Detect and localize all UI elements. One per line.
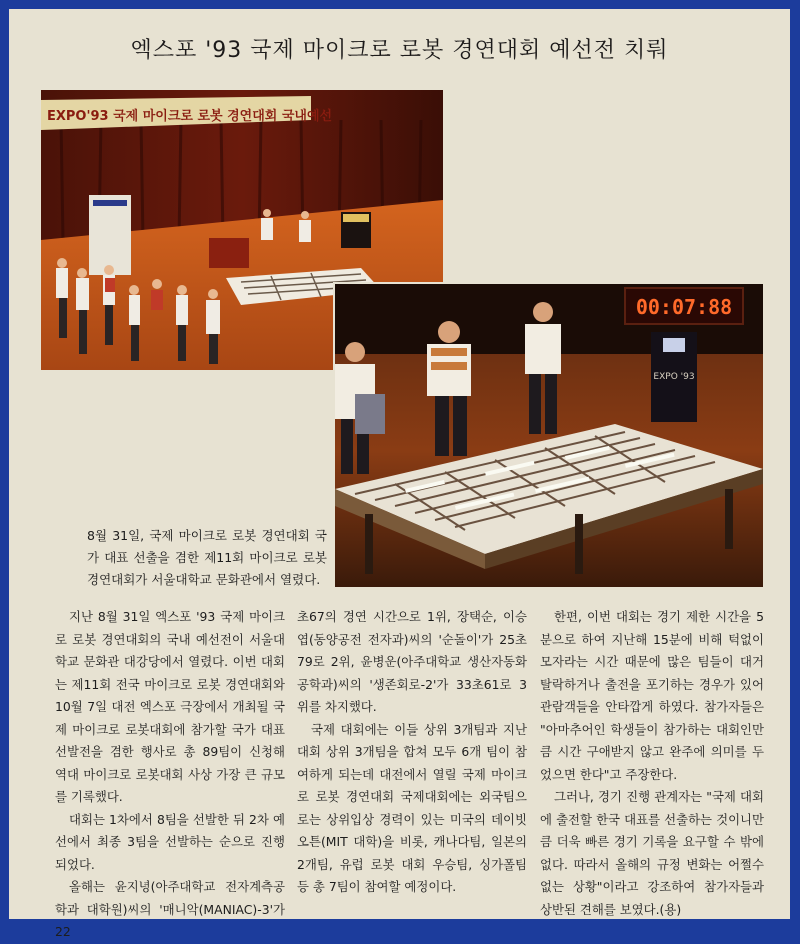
timer-display: 00:07:88: [635, 295, 733, 319]
paragraph: 대회는 1차에서 8팀을 선발한 뒤 2차 예선에서 최종 3팀을 선발하는 순으로 진행되었다.: [55, 811, 285, 872]
photo-caption: 8월 31일, 국제 마이크로 로봇 경연대회 국가 대표 선출을 겸한 제11회 마이크로 로봇 경연대회가 서울대학교 문화관에서 열렸다.: [87, 528, 327, 587]
article-column-3: [540, 606, 764, 921]
banner-text: EXPO'93 국제 마이크로 로봇 경연대회 국내예선: [47, 109, 333, 124]
paragraph: 그러나, 경기 진행 관계자는 "국제 대회에 출전할 한국 대표를 선출하는 것이니만큼 더욱 빠른 경기 기록을 요구할 수 밖에 없다. 따라서 올해의 규정 변화는 어쩔수 없는 상황"이라고 강조하여 참가자들과 상반된 견해를 보였다.(용): [540, 789, 764, 917]
expo-sign: EXPO '93: [653, 372, 695, 382]
article-column-2: [297, 606, 527, 899]
paragraph: 국제 대회에는 이들 상위 3개팀과 지난 대회 상위 3개팀을 합쳐 모두 6개 팀이 참여하게 되는데 대전에서 열릴 국제 마이크로 로봇 경연대회 국제대회에는 외국팀으로는 상위입상 경력이 있는 미국의 데이빗 오튼(MIT 대학)을 비롯, 캐나다팀, 일본의 2개팀, 유럽 로봇 대회 우승팀, 싱가폴팀 등 총 7팀이 참여할 예정이다.: [297, 721, 527, 894]
article-title: 엑스포 '93 국제 마이크로 로봇 경연대회 예선전 치뤄: [130, 38, 669, 63]
magazine-page: [9, 9, 790, 939]
article-column-1: [55, 606, 285, 944]
paragraph: 올해는 윤지녕(아주대학교 전자계측공학과 대학원)씨의 '매니악(MANIAC)-3'가 22: [55, 879, 285, 939]
paragraph: 초67의 경연 시간으로 1위, 장택순, 이승엽(동양공전 전자과)씨의 '순돌이'가 25초79로 2위, 윤병운(아주대학교 생산자동화공학과)씨의 '생존회로-2'가 33초61로 3위를 차지했다.: [297, 609, 527, 714]
maze-photo: [333, 282, 765, 589]
paragraph: 지난 8월 31일 엑스포 '93 국제 마이크로 로봇 경연대회의 국내 예선전이 서울대학교 문화관 대강당에서 열렸다. 이번 대회는 제11회 전국 마이크로 로봇 경연대회와 10월 7일 대전 엑스포 극장에서 개최될 국제 마이크로 로봇대회에 참가할 국가 대표 선발전을 겸한 행사로 총 89팀이 신청해 역대 마이크로 로봇대회 사상 가장 큰 규모를 기록했다.: [55, 609, 285, 804]
paragraph: 한편, 이번 대회는 경기 제한 시간을 5분으로 하여 지난해 15분에 비해 턱없이 모자라는 시간 때문에 많은 팀들이 대거 탈락하거나 출전을 포기하는 경우가 있어 관람객들을 안타깝게 하였다. 참가자들은 "아마추어인 학생들이 참가하는 대회인만큼 시간 구애받지 않고 완주에 의미를 두었으면 한다"고 주장한다.: [540, 609, 764, 782]
